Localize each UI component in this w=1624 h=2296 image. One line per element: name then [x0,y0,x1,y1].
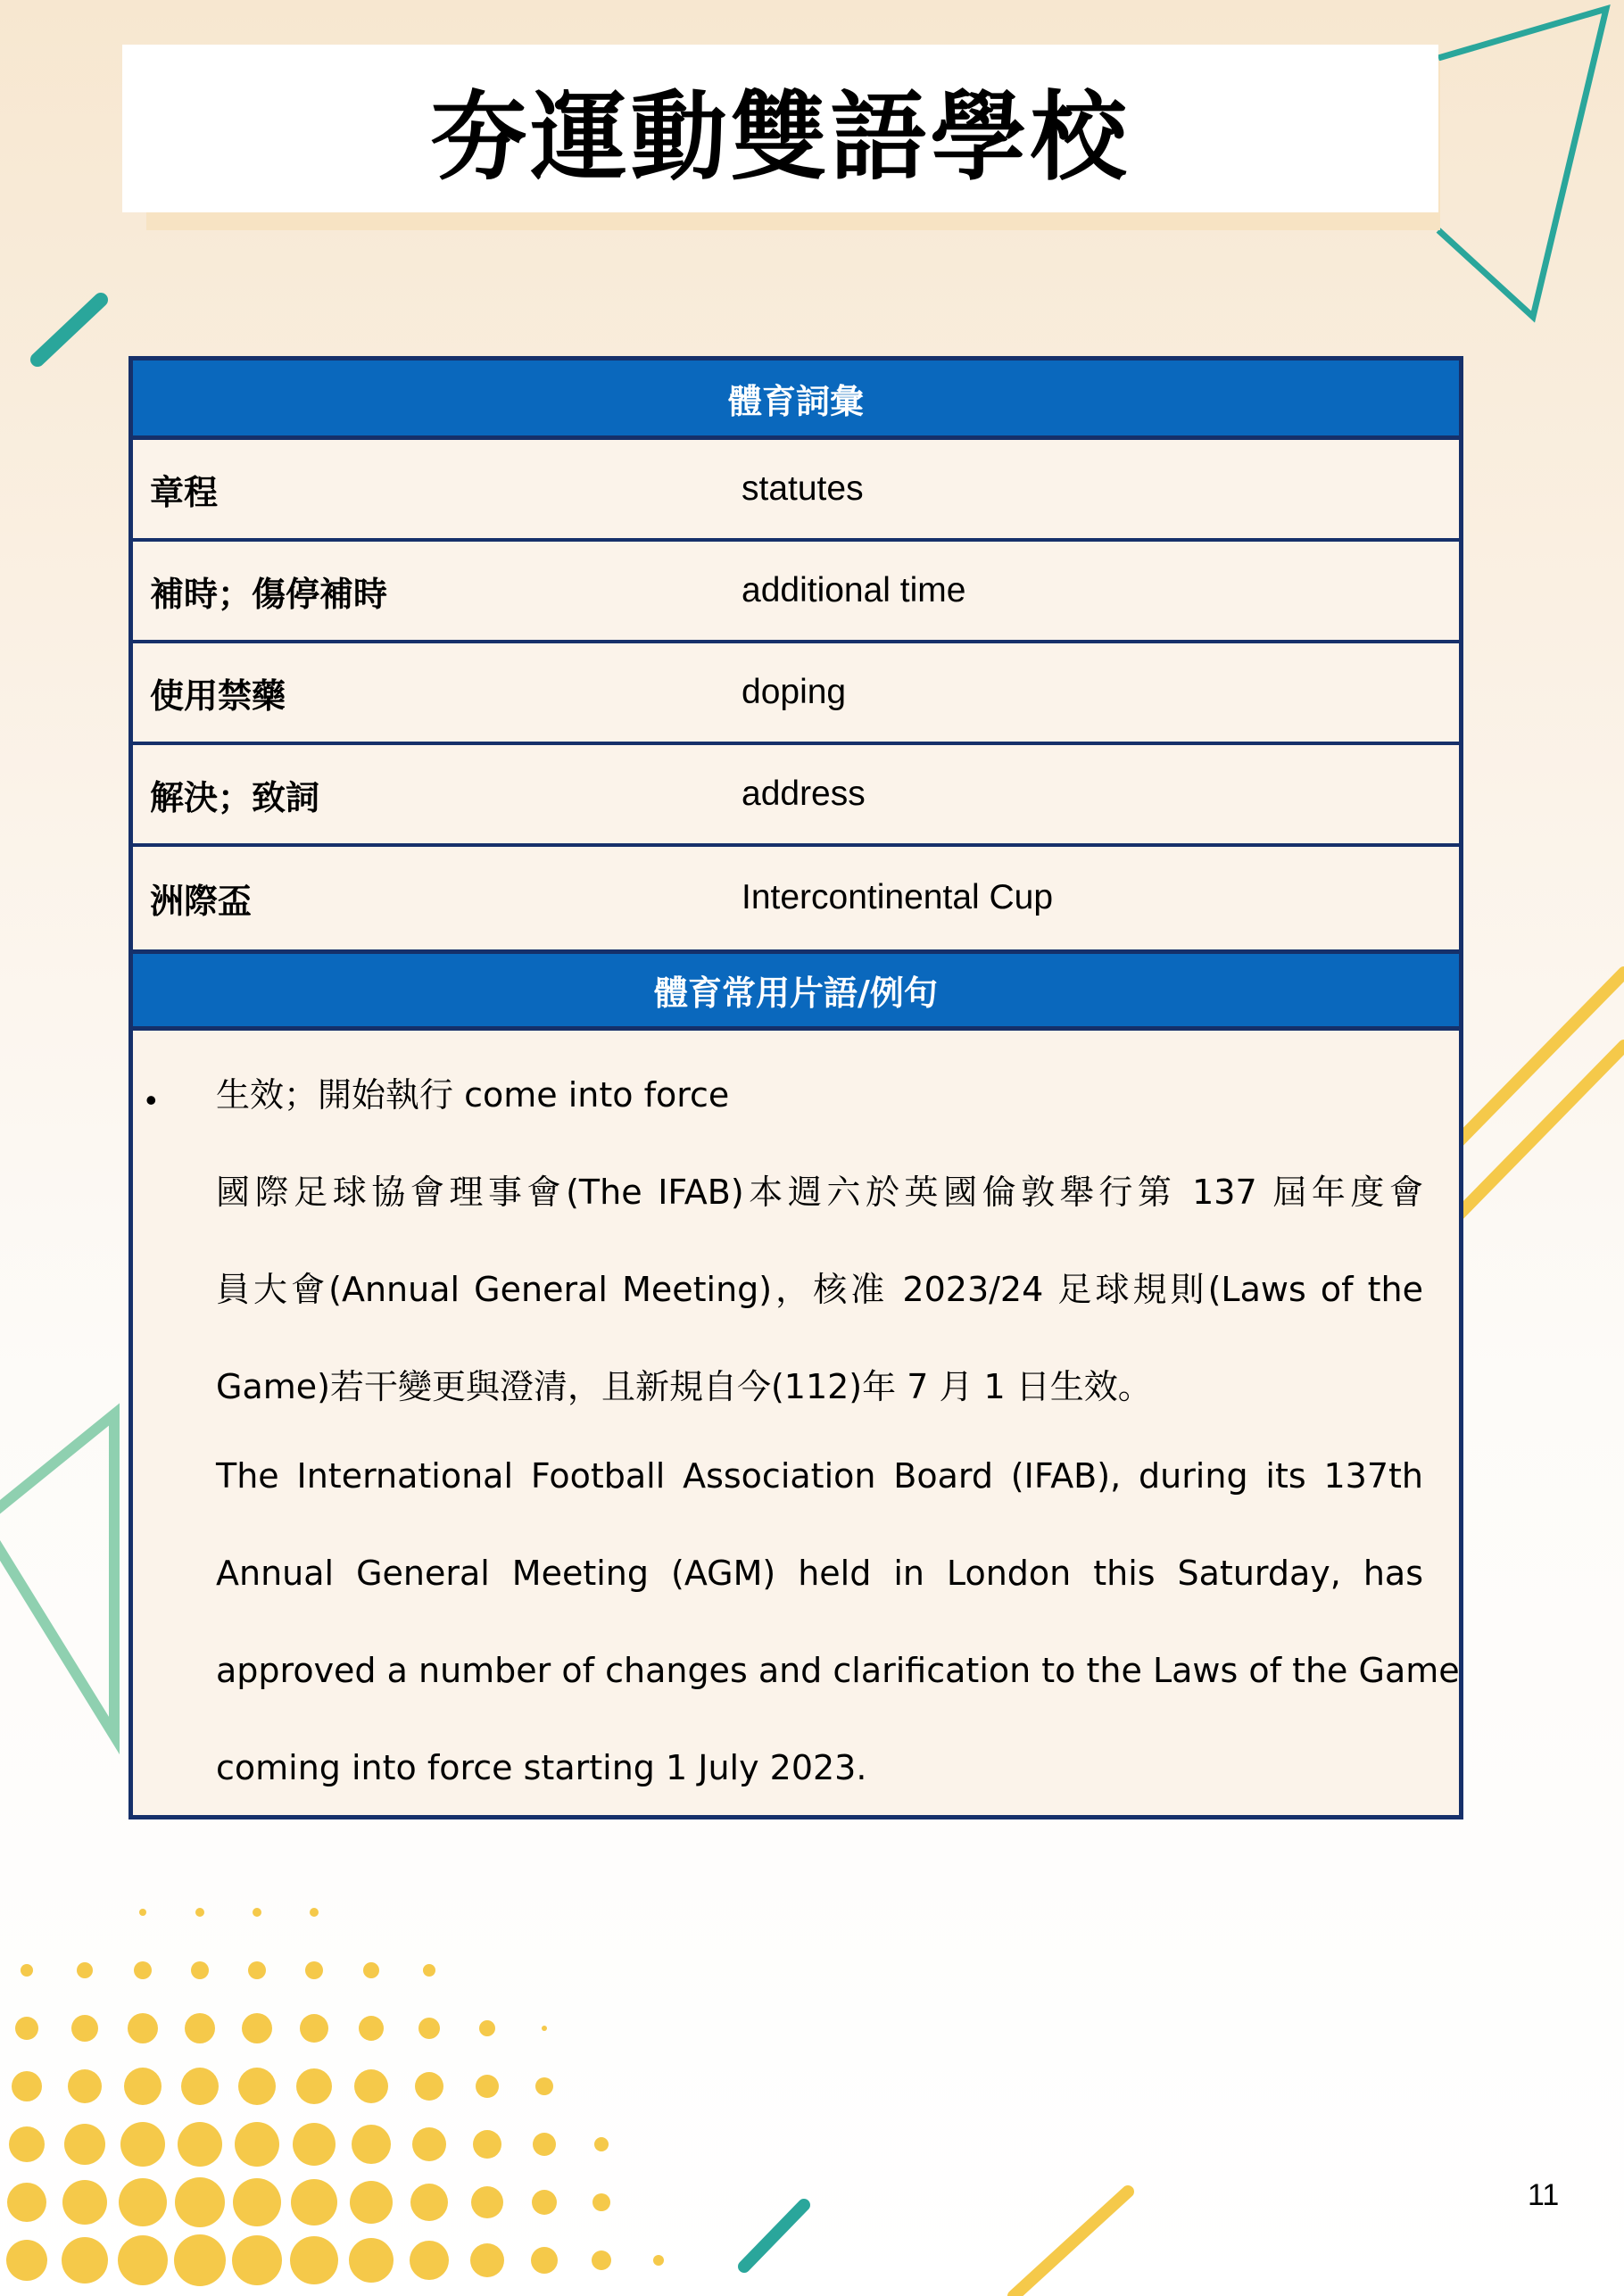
vocab-row [133,542,1459,643]
vocab-term-en: address [742,775,866,813]
example-line-en: Annual General Meeting (AGM) held in London this Saturday, has [216,1554,1423,1593]
vocab-header: 體育詞彙 [133,361,1459,440]
yellow-line-decoration [1014,2192,1128,2296]
title-banner [122,45,1438,212]
vocab-row [133,847,1459,949]
yellow-line-decoration [1460,1046,1624,1214]
vocab-term-en: statutes [742,469,864,508]
example-line-zh: 國際足球協會理事會(The IFAB)本週六於英國倫敦舉行第 137 屆年度會 [216,1173,1423,1212]
mint-triangle-decoration [0,1414,114,1736]
yellow-halftone-dots [6,1908,664,2286]
page-number: 11 [1528,2178,1560,2212]
vocab-term-zh: 解決；致詞 [150,777,320,817]
vocab-term-zh: 章程 [150,472,219,512]
vocab-term-zh: 洲際盃 [150,881,253,921]
vocab-term-en: Intercontinental Cup [742,878,1054,916]
vocab-row [133,440,1459,542]
example-line-zh: 員大會(Annual General Meeting)，核准 2023/24 足球規則(Laws of the [216,1270,1423,1309]
vocab-term-en: additional time [742,571,966,609]
vocab-row [133,643,1459,745]
phrase-title: 生效；開始執行 come into force [216,1075,730,1115]
teal-stroke-decoration [37,300,101,360]
example-line-en: The International Football Association Board (IFAB), during its 137th [216,1456,1423,1496]
vocab-term-zh: 補時；傷停補時 [150,574,388,614]
bullet-point: • [145,1082,157,1118]
vocab-row [133,745,1459,847]
teal-triangle-decoration [1438,9,1606,317]
example-line-en: approved a number of changes and clarification to the Laws of the Game [216,1651,1460,1690]
example-line-zh: Game)若干變更與澄清，且新規自今(112)年 7 月 1 日生效。 [216,1367,1152,1406]
teal-stroke-decoration [744,2205,804,2267]
vocab-term-zh: 使用禁藥 [150,676,286,716]
example-line-en: coming into force starting 1 July 2023. [216,1748,867,1787]
phrase-header: 體育常用片語/例句 [133,949,1459,1031]
vocabulary-table [128,356,1463,1819]
page-title: 夯運動雙語學校 [430,81,1131,194]
vocab-term-en: doping [742,673,847,711]
